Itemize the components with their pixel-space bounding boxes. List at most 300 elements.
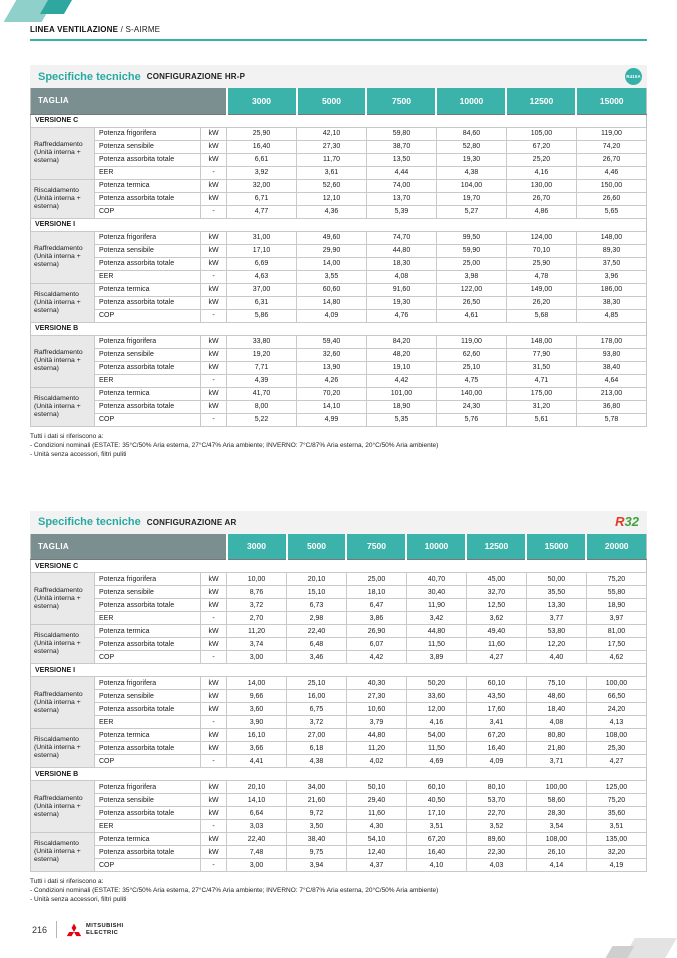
value-cell: 26,50 bbox=[436, 296, 506, 309]
data-row bbox=[31, 755, 647, 768]
data-row bbox=[31, 140, 647, 153]
value-cell: 148,00 bbox=[506, 335, 576, 348]
value-cell: 14,00 bbox=[297, 257, 367, 270]
value-cell: 4,76 bbox=[366, 309, 436, 322]
value-cell: 18,40 bbox=[526, 703, 586, 716]
value-cell: 13,70 bbox=[366, 192, 436, 205]
r32-logo-r: R bbox=[615, 513, 625, 529]
group-label: Riscaldamento (Unità interna + esterna) bbox=[31, 625, 95, 664]
unit-label: kW bbox=[201, 192, 227, 205]
size-header: 3000 bbox=[227, 534, 287, 560]
param-label: COP bbox=[95, 859, 201, 872]
value-cell: 12,20 bbox=[526, 638, 586, 651]
unit-label: kW bbox=[201, 387, 227, 400]
value-cell: 54,10 bbox=[346, 833, 406, 846]
value-cell: 4,02 bbox=[346, 755, 406, 768]
value-cell: 8,76 bbox=[227, 586, 287, 599]
param-label: Potenza assorbita totale bbox=[95, 361, 201, 374]
value-cell: 3,61 bbox=[297, 166, 367, 179]
value-cell: 52,60 bbox=[297, 179, 367, 192]
table-titlebar-ar bbox=[30, 511, 647, 534]
value-cell: 4,19 bbox=[586, 859, 646, 872]
value-cell: 9,72 bbox=[287, 807, 347, 820]
table-titlebar-hrp bbox=[30, 65, 647, 88]
value-cell: 70,10 bbox=[506, 244, 576, 257]
value-cell: 45,00 bbox=[466, 573, 526, 586]
size-header: 5000 bbox=[297, 88, 367, 114]
value-cell: 3,03 bbox=[227, 820, 287, 833]
value-cell: 67,20 bbox=[466, 729, 526, 742]
param-label: Potenza termica bbox=[95, 283, 201, 296]
page-header-subtitle: / S-AIRME bbox=[120, 25, 161, 34]
value-cell: 5,86 bbox=[227, 309, 297, 322]
data-row bbox=[31, 231, 647, 244]
page-number: 216 bbox=[32, 924, 48, 935]
value-cell: 50,20 bbox=[406, 677, 466, 690]
value-cell: 4,40 bbox=[526, 651, 586, 664]
value-cell: 67,20 bbox=[406, 833, 466, 846]
param-label: Potenza assorbita totale bbox=[95, 846, 201, 859]
size-header: 20000 bbox=[586, 534, 646, 560]
value-cell: 108,00 bbox=[526, 833, 586, 846]
table-title-accent: Specifiche tecniche bbox=[38, 70, 141, 83]
value-cell: 14,10 bbox=[227, 794, 287, 807]
spec-section-ar bbox=[30, 511, 647, 905]
value-cell: 14,10 bbox=[297, 400, 367, 413]
unit-label: kW bbox=[201, 361, 227, 374]
unit-label: kW bbox=[201, 846, 227, 859]
data-row bbox=[31, 742, 647, 755]
value-cell: 4,39 bbox=[227, 374, 297, 387]
value-cell: 27,30 bbox=[346, 690, 406, 703]
size-header: 7500 bbox=[366, 88, 436, 114]
value-cell: 50,00 bbox=[526, 573, 586, 586]
taglia-header: TAGLIA bbox=[31, 88, 227, 114]
value-cell: 42,10 bbox=[297, 127, 367, 140]
value-cell: 16,10 bbox=[227, 729, 287, 742]
data-row bbox=[31, 270, 647, 283]
value-cell: 5,61 bbox=[506, 413, 576, 426]
value-cell: 22,30 bbox=[466, 846, 526, 859]
footnotes-hrp bbox=[30, 432, 647, 459]
group-label: Raffreddamento (Unità interna + esterna) bbox=[31, 781, 95, 833]
value-cell: 25,00 bbox=[436, 257, 506, 270]
value-cell: 25,10 bbox=[287, 677, 347, 690]
header-rule bbox=[30, 39, 647, 41]
param-label: Potenza sensibile bbox=[95, 244, 201, 257]
value-cell: 6,61 bbox=[227, 153, 297, 166]
value-cell: 5,76 bbox=[436, 413, 506, 426]
group-label: Riscaldamento (Unità interna + esterna) bbox=[31, 283, 95, 322]
param-label: Potenza assorbita totale bbox=[95, 400, 201, 413]
value-cell: 5,22 bbox=[227, 413, 297, 426]
unit-label: kW bbox=[201, 244, 227, 257]
brand-line-2: ELECTRIC bbox=[86, 929, 119, 936]
value-cell: 4,27 bbox=[586, 755, 646, 768]
data-row bbox=[31, 348, 647, 361]
value-cell: 34,00 bbox=[287, 781, 347, 794]
param-label: COP bbox=[95, 205, 201, 218]
value-cell: 67,20 bbox=[506, 140, 576, 153]
value-cell: 4,78 bbox=[506, 270, 576, 283]
value-cell: 44,80 bbox=[406, 625, 466, 638]
r410a-badge-icon: R410A bbox=[625, 68, 642, 85]
value-cell: 3,41 bbox=[466, 716, 526, 729]
value-cell: 49,40 bbox=[466, 625, 526, 638]
value-cell: 30,40 bbox=[406, 586, 466, 599]
value-cell: 3,50 bbox=[287, 820, 347, 833]
value-cell: 4,77 bbox=[227, 205, 297, 218]
value-cell: 3,52 bbox=[466, 820, 526, 833]
value-cell: 3,54 bbox=[526, 820, 586, 833]
param-label: Potenza frigorifera bbox=[95, 573, 201, 586]
footnotes-ar bbox=[30, 877, 647, 904]
unit-label: kW bbox=[201, 625, 227, 638]
value-cell: 55,80 bbox=[586, 586, 646, 599]
value-cell: 6,07 bbox=[346, 638, 406, 651]
value-cell: 66,50 bbox=[586, 690, 646, 703]
value-cell: 44,80 bbox=[366, 244, 436, 257]
param-label: EER bbox=[95, 270, 201, 283]
value-cell: 38,70 bbox=[366, 140, 436, 153]
value-cell: 18,90 bbox=[366, 400, 436, 413]
value-cell: 4,38 bbox=[287, 755, 347, 768]
value-cell: 150,00 bbox=[576, 179, 646, 192]
param-label: Potenza frigorifera bbox=[95, 677, 201, 690]
value-cell: 13,30 bbox=[526, 599, 586, 612]
table-title-config: CONFIGURAZIONE AR bbox=[146, 517, 237, 527]
value-cell: 50,10 bbox=[346, 781, 406, 794]
param-label: Potenza frigorifera bbox=[95, 127, 201, 140]
value-cell: 80,10 bbox=[466, 781, 526, 794]
mitsubishi-logo-icon bbox=[66, 923, 82, 937]
value-cell: 4,61 bbox=[436, 309, 506, 322]
param-label: Potenza termica bbox=[95, 179, 201, 192]
value-cell: 21,80 bbox=[526, 742, 586, 755]
value-cell: 119,00 bbox=[436, 335, 506, 348]
value-cell: 19,10 bbox=[366, 361, 436, 374]
version-label: VERSIONE B bbox=[31, 322, 647, 335]
data-row bbox=[31, 703, 647, 716]
version-row bbox=[31, 114, 647, 127]
value-cell: 3,62 bbox=[466, 612, 526, 625]
data-row bbox=[31, 166, 647, 179]
value-cell: 24,30 bbox=[436, 400, 506, 413]
value-cell: 18,90 bbox=[586, 599, 646, 612]
unit-label: - bbox=[201, 374, 227, 387]
unit-label: - bbox=[201, 413, 227, 426]
data-row bbox=[31, 807, 647, 820]
param-label: Potenza termica bbox=[95, 387, 201, 400]
value-cell: 3,72 bbox=[227, 599, 287, 612]
value-cell: 32,00 bbox=[227, 179, 297, 192]
value-cell: 33,60 bbox=[406, 690, 466, 703]
value-cell: 108,00 bbox=[586, 729, 646, 742]
value-cell: 178,00 bbox=[576, 335, 646, 348]
data-row bbox=[31, 716, 647, 729]
value-cell: 6,31 bbox=[227, 296, 297, 309]
unit-label: kW bbox=[201, 127, 227, 140]
size-header: 10000 bbox=[406, 534, 466, 560]
version-label: VERSIONE I bbox=[31, 664, 647, 677]
value-cell: 32,60 bbox=[297, 348, 367, 361]
value-cell: 22,40 bbox=[227, 833, 287, 846]
value-cell: 89,60 bbox=[466, 833, 526, 846]
data-row bbox=[31, 400, 647, 413]
value-cell: 35,60 bbox=[586, 807, 646, 820]
unit-label: kW bbox=[201, 231, 227, 244]
value-cell: 3,86 bbox=[346, 612, 406, 625]
value-cell: 6,47 bbox=[346, 599, 406, 612]
value-cell: 25,20 bbox=[506, 153, 576, 166]
footnote-line: Tutti i dati si riferiscono a: bbox=[30, 878, 104, 885]
footer-divider bbox=[56, 921, 57, 938]
data-row bbox=[31, 781, 647, 794]
value-cell: 11,20 bbox=[227, 625, 287, 638]
taglia-header: TAGLIA bbox=[31, 534, 227, 560]
value-cell: 135,00 bbox=[586, 833, 646, 846]
value-cell: 6,71 bbox=[227, 192, 297, 205]
value-cell: 16,00 bbox=[287, 690, 347, 703]
value-cell: 3,77 bbox=[526, 612, 586, 625]
data-row bbox=[31, 283, 647, 296]
value-cell: 4,09 bbox=[466, 755, 526, 768]
value-cell: 3,46 bbox=[287, 651, 347, 664]
value-cell: 20,10 bbox=[287, 573, 347, 586]
value-cell: 43,50 bbox=[466, 690, 526, 703]
value-cell: 59,90 bbox=[436, 244, 506, 257]
param-label: Potenza frigorifera bbox=[95, 781, 201, 794]
value-cell: 17,50 bbox=[586, 638, 646, 651]
page-footer bbox=[32, 921, 124, 938]
value-cell: 77,90 bbox=[506, 348, 576, 361]
param-label: EER bbox=[95, 820, 201, 833]
value-cell: 84,20 bbox=[366, 335, 436, 348]
table-title-accent: Specifiche tecniche bbox=[38, 516, 141, 528]
data-row bbox=[31, 296, 647, 309]
value-cell: 4,13 bbox=[586, 716, 646, 729]
value-cell: 3,60 bbox=[227, 703, 287, 716]
value-cell: 53,70 bbox=[466, 794, 526, 807]
value-cell: 4,10 bbox=[406, 859, 466, 872]
data-row bbox=[31, 794, 647, 807]
value-cell: 17,10 bbox=[227, 244, 297, 257]
value-cell: 74,20 bbox=[576, 140, 646, 153]
value-cell: 124,00 bbox=[506, 231, 576, 244]
unit-label: - bbox=[201, 612, 227, 625]
mitsubishi-brand bbox=[66, 923, 124, 937]
page-header bbox=[30, 0, 647, 34]
unit-label: kW bbox=[201, 400, 227, 413]
value-cell: 25,00 bbox=[346, 573, 406, 586]
value-cell: 8,00 bbox=[227, 400, 297, 413]
value-cell: 6,18 bbox=[287, 742, 347, 755]
value-cell: 100,00 bbox=[526, 781, 586, 794]
value-cell: 9,75 bbox=[287, 846, 347, 859]
value-cell: 4,64 bbox=[576, 374, 646, 387]
param-label: Potenza assorbita totale bbox=[95, 638, 201, 651]
value-cell: 4,30 bbox=[346, 820, 406, 833]
value-cell: 105,00 bbox=[506, 127, 576, 140]
value-cell: 19,30 bbox=[366, 296, 436, 309]
value-cell: 4,16 bbox=[506, 166, 576, 179]
value-cell: 26,70 bbox=[576, 153, 646, 166]
value-cell: 4,62 bbox=[586, 651, 646, 664]
param-label: Potenza sensibile bbox=[95, 140, 201, 153]
group-label: Riscaldamento (Unità interna + esterna) bbox=[31, 179, 95, 218]
footnote-line: - Condizioni nominali (ESTATE: 35°C/50% Aria esterna, 27°C/47% Aria ambiente; INVERNO: 7°C/87% Aria esterna, 20°C/50% Aria ambiente) bbox=[30, 887, 439, 894]
unit-label: kW bbox=[201, 283, 227, 296]
taglia-row bbox=[31, 534, 647, 560]
size-header: 10000 bbox=[436, 88, 506, 114]
unit-label: - bbox=[201, 820, 227, 833]
value-cell: 37,50 bbox=[576, 257, 646, 270]
value-cell: 4,09 bbox=[297, 309, 367, 322]
value-cell: 4,69 bbox=[406, 755, 466, 768]
value-cell: 4,41 bbox=[227, 755, 287, 768]
value-cell: 4,63 bbox=[227, 270, 297, 283]
unit-label: kW bbox=[201, 257, 227, 270]
version-label: VERSIONE C bbox=[31, 114, 647, 127]
footnote-line: Tutti i dati si riferiscono a: bbox=[30, 432, 104, 440]
param-label: EER bbox=[95, 374, 201, 387]
param-label: EER bbox=[95, 166, 201, 179]
value-cell: 9,66 bbox=[227, 690, 287, 703]
value-cell: 54,00 bbox=[406, 729, 466, 742]
value-cell: 41,70 bbox=[227, 387, 297, 400]
value-cell: 6,64 bbox=[227, 807, 287, 820]
unit-label: - bbox=[201, 755, 227, 768]
value-cell: 31,50 bbox=[506, 361, 576, 374]
value-cell: 5,39 bbox=[366, 205, 436, 218]
size-header: 12500 bbox=[466, 534, 526, 560]
value-cell: 26,70 bbox=[506, 192, 576, 205]
value-cell: 11,70 bbox=[297, 153, 367, 166]
value-cell: 3,92 bbox=[227, 166, 297, 179]
value-cell: 25,90 bbox=[227, 127, 297, 140]
unit-label: kW bbox=[201, 573, 227, 586]
value-cell: 5,68 bbox=[506, 309, 576, 322]
value-cell: 11,20 bbox=[346, 742, 406, 755]
data-row bbox=[31, 729, 647, 742]
unit-label: kW bbox=[201, 348, 227, 361]
param-label: Potenza sensibile bbox=[95, 690, 201, 703]
footnote-line: - Unità senza accessori, filtri puliti bbox=[30, 450, 127, 458]
value-cell: 3,71 bbox=[526, 755, 586, 768]
value-cell: 19,20 bbox=[227, 348, 297, 361]
value-cell: 58,60 bbox=[526, 794, 586, 807]
data-row bbox=[31, 192, 647, 205]
value-cell: 3,42 bbox=[406, 612, 466, 625]
size-header: 15000 bbox=[526, 534, 586, 560]
param-label: Potenza sensibile bbox=[95, 348, 201, 361]
data-row bbox=[31, 690, 647, 703]
unit-label: - bbox=[201, 716, 227, 729]
value-cell: 60,10 bbox=[406, 781, 466, 794]
data-row bbox=[31, 586, 647, 599]
data-row bbox=[31, 153, 647, 166]
param-label: COP bbox=[95, 651, 201, 664]
value-cell: 17,10 bbox=[406, 807, 466, 820]
value-cell: 16,40 bbox=[227, 140, 297, 153]
value-cell: 4,46 bbox=[576, 166, 646, 179]
value-cell: 14,80 bbox=[297, 296, 367, 309]
value-cell: 3,97 bbox=[586, 612, 646, 625]
value-cell: 17,60 bbox=[466, 703, 526, 716]
value-cell: 48,20 bbox=[366, 348, 436, 361]
group-label: Raffreddamento (Unità interna + esterna) bbox=[31, 677, 95, 729]
value-cell: 38,40 bbox=[287, 833, 347, 846]
value-cell: 80,80 bbox=[526, 729, 586, 742]
group-label: Riscaldamento (Unità interna + esterna) bbox=[31, 833, 95, 872]
param-label: Potenza assorbita totale bbox=[95, 296, 201, 309]
value-cell: 3,00 bbox=[227, 651, 287, 664]
unit-label: - bbox=[201, 651, 227, 664]
value-cell: 11,50 bbox=[406, 742, 466, 755]
value-cell: 3,74 bbox=[227, 638, 287, 651]
size-header: 15000 bbox=[576, 88, 646, 114]
value-cell: 3,98 bbox=[436, 270, 506, 283]
value-cell: 6,69 bbox=[227, 257, 297, 270]
value-cell: 59,80 bbox=[366, 127, 436, 140]
value-cell: 40,50 bbox=[406, 794, 466, 807]
value-cell: 70,20 bbox=[297, 387, 367, 400]
data-row bbox=[31, 573, 647, 586]
value-cell: 7,71 bbox=[227, 361, 297, 374]
value-cell: 11,90 bbox=[406, 599, 466, 612]
group-label: Raffreddamento (Unità interna + esterna) bbox=[31, 335, 95, 387]
group-label: Riscaldamento (Unità interna + esterna) bbox=[31, 729, 95, 768]
value-cell: 5,78 bbox=[576, 413, 646, 426]
value-cell: 36,80 bbox=[576, 400, 646, 413]
group-label: Riscaldamento (Unità interna + esterna) bbox=[31, 387, 95, 426]
data-row bbox=[31, 257, 647, 270]
value-cell: 4,27 bbox=[466, 651, 526, 664]
value-cell: 12,40 bbox=[346, 846, 406, 859]
value-cell: 91,60 bbox=[366, 283, 436, 296]
value-cell: 12,50 bbox=[466, 599, 526, 612]
unit-label: - bbox=[201, 859, 227, 872]
value-cell: 59,40 bbox=[297, 335, 367, 348]
value-cell: 25,90 bbox=[506, 257, 576, 270]
value-cell: 27,30 bbox=[297, 140, 367, 153]
value-cell: 148,00 bbox=[576, 231, 646, 244]
unit-label: - bbox=[201, 166, 227, 179]
value-cell: 4,85 bbox=[576, 309, 646, 322]
data-row bbox=[31, 374, 647, 387]
value-cell: 52,80 bbox=[436, 140, 506, 153]
value-cell: 38,30 bbox=[576, 296, 646, 309]
value-cell: 5,27 bbox=[436, 205, 506, 218]
value-cell: 4,86 bbox=[506, 205, 576, 218]
unit-label: kW bbox=[201, 296, 227, 309]
param-label: Potenza assorbita totale bbox=[95, 742, 201, 755]
unit-label: kW bbox=[201, 833, 227, 846]
value-cell: 15,10 bbox=[287, 586, 347, 599]
value-cell: 22,70 bbox=[466, 807, 526, 820]
value-cell: 4,14 bbox=[526, 859, 586, 872]
value-cell: 11,50 bbox=[406, 638, 466, 651]
unit-label: kW bbox=[201, 335, 227, 348]
value-cell: 175,00 bbox=[506, 387, 576, 400]
value-cell: 6,73 bbox=[287, 599, 347, 612]
unit-label: kW bbox=[201, 690, 227, 703]
value-cell: 89,30 bbox=[576, 244, 646, 257]
param-label: EER bbox=[95, 612, 201, 625]
param-label: Potenza termica bbox=[95, 833, 201, 846]
value-cell: 6,75 bbox=[287, 703, 347, 716]
value-cell: 5,65 bbox=[576, 205, 646, 218]
